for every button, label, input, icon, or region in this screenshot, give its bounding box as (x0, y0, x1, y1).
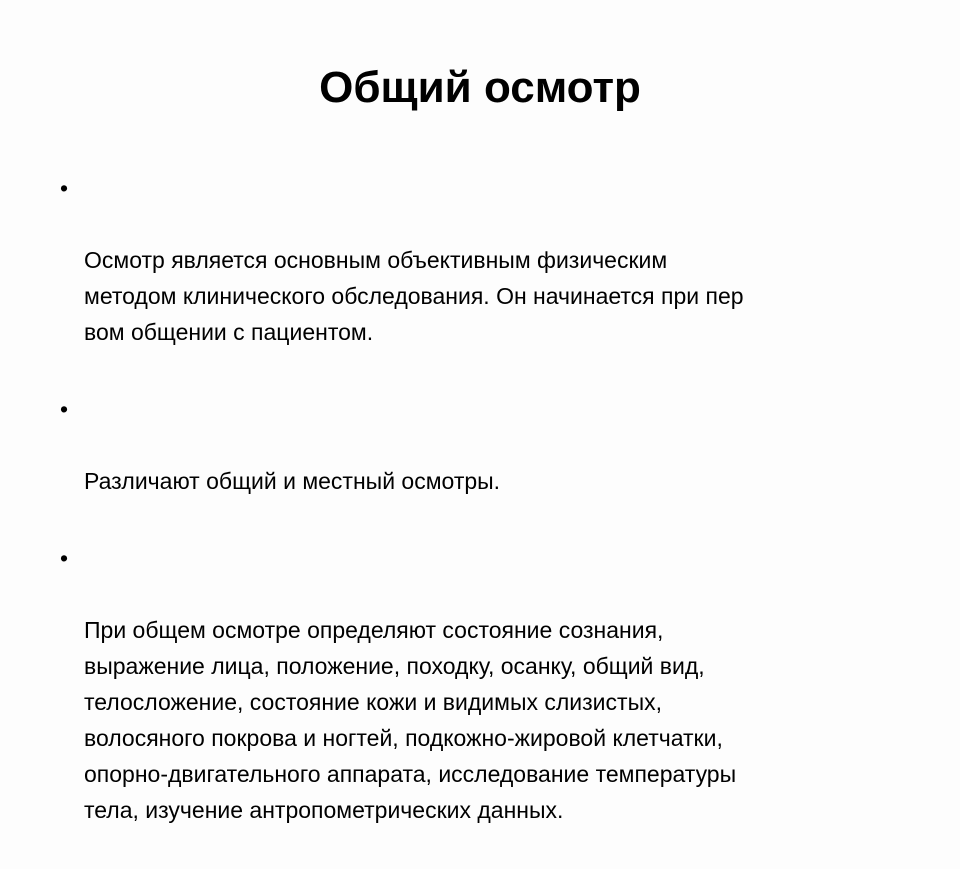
bullet-item-2 (60, 391, 900, 499)
bullet-marker: • (60, 545, 69, 571)
bullet-list (60, 170, 900, 869)
bullet-text: Осмотр является основным объективным физическим методом клинического обследования. Он начинается при пер вом общении с пациентом. (84, 247, 744, 345)
bullet-marker: • (60, 396, 69, 422)
slide-title: Общий осмотр (319, 63, 641, 112)
bullet-marker: • (60, 175, 69, 201)
bullet-item-3 (60, 540, 900, 828)
bullet-item-1 (60, 170, 900, 350)
bullet-text: Различают общий и местный осмотры. (84, 468, 501, 494)
bullet-text: При общем осмотре определяют состояние сознания, выражение лица, положение, походку, осанку, общий вид, телосложение, состояние кожи и видимых слизистых, волосяного покрова и ногтей, подкожно-жировой клетчатки, опорно-двигательного аппарата, исследование температуры тела, изучение антропометрических данных. (84, 617, 737, 823)
